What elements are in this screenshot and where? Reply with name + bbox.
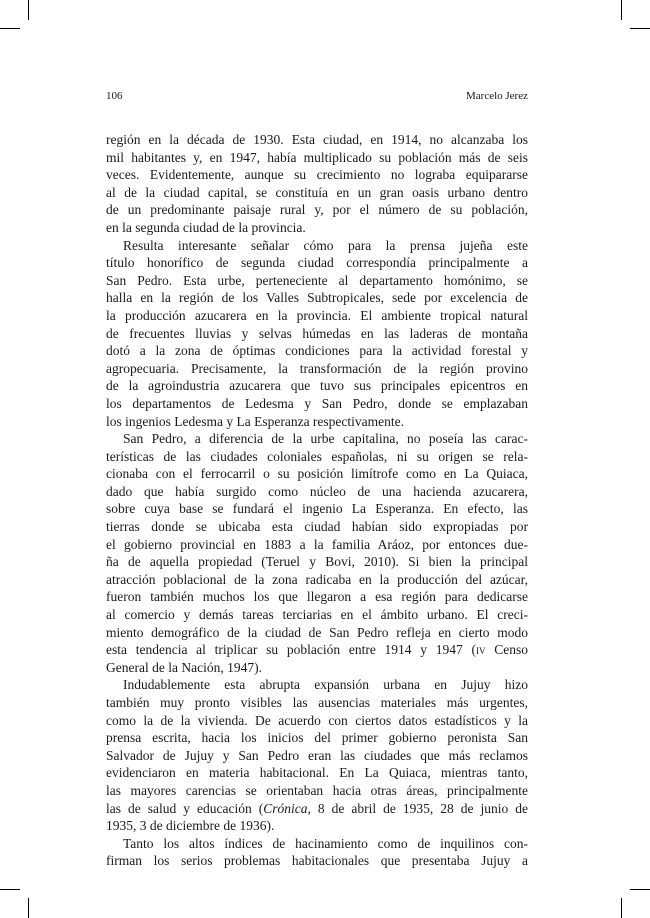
text-line: ña de aquella propiedad (Teruel y Bovi, 2010). Si bien la principal — [106, 554, 528, 570]
text-line: agropecuaria. Precisamente, la transformación de la región provino — [106, 360, 528, 376]
text-line: tierras donde se ubicaba esta ciudad habían sido expropiadas por — [106, 519, 528, 535]
text-line: de frecuentes lluvias y selvas húmedas en las laderas de montaña — [106, 325, 528, 341]
text-line: al comercio y demás tareas terciarias en el ámbito urbano. El creci- — [106, 607, 528, 623]
crop-mark-bottom-right-v — [621, 898, 622, 918]
text-line: firman los serios problemas habitacionales que presentaba Jujuy a — [106, 853, 528, 869]
text-line: al de la ciudad capital, se constituía en un gran oasis urbano dentro — [106, 184, 528, 200]
text-line: terísticas de las ciudades coloniales españolas, ni su origen se rela- — [106, 448, 528, 464]
text-line: el gobierno provincial en 1883 a la familia Aráoz, por entonces due- — [106, 536, 528, 552]
text-line: región en la década de 1930. Esta ciudad, en 1914, no alcanzaba los — [106, 132, 528, 147]
text-line: halla en la región de los Valles Subtropicales, sede por excelencia de — [106, 290, 528, 306]
paragraph — [106, 131, 528, 237]
text-line: prensa escrita, hacia los inicios del primer gobierno peronista San — [106, 730, 528, 746]
text-line: Resulta interesante señalar cómo para la prensa jujeña este — [123, 237, 528, 253]
text-line: San Pedro, a diferencia de la urbe capitalina, no poseía las carac- — [123, 431, 528, 447]
text-line: dotó a la zona de óptimas condiciones para la actividad forestal y — [106, 343, 528, 359]
text-line: mil habitantes y, en 1947, había multiplicado su población más de seis — [106, 149, 528, 165]
text-line: sobre cuya base se fundará el ingenio La Esperanza. En efecto, las — [106, 501, 528, 517]
text-line: veces. Evidentemente, aunque su crecimiento no lograba equipararse — [106, 167, 528, 183]
text-line: los ingenios Ledesma y La Esperanza respectivamente. — [106, 413, 405, 429]
text-line: de la agroindustria azucarera que tuvo sus principales epicentros en — [106, 378, 528, 394]
running-author: Marcelo Jerez — [466, 90, 528, 102]
paragraph — [106, 237, 528, 431]
text-line: en la segunda ciudad de la provincia. — [106, 219, 306, 235]
text-line: título honorífico de segunda ciudad correspondía principalmente a — [106, 255, 528, 271]
text-line: la producción azucarera en la provincia. El ambiente tropical natural — [106, 307, 528, 323]
text-line: los departamentos de Ledesma y San Pedro, donde se emplazaban — [106, 395, 528, 411]
crop-mark-top-left-v — [28, 0, 29, 20]
text-line: también muy pronto visibles las ausencias materiales más urgentes, — [106, 695, 528, 710]
text-line: dado que había surgido como núcleo de una hacienda azucarera, — [106, 483, 528, 499]
paragraph — [106, 676, 528, 834]
text-line: San Pedro. Esta urbe, perteneciente al departamento homónimo, se — [106, 272, 528, 288]
body-text — [106, 131, 528, 870]
crop-mark-top-right-v — [621, 0, 622, 20]
text-line: cionaba con el ferrocarril o su posición limítrofe como en La Quiaca, — [106, 466, 528, 482]
text-line: como la de la vivienda. De acuerdo con ciertos datos estadísticos y la — [106, 712, 528, 728]
crop-mark-bottom-left-v — [28, 898, 29, 918]
text-line: Indudablemente esta abrupta expansión urbana en Jujuy hizo — [123, 677, 528, 693]
paragraph — [106, 430, 528, 676]
text-line: Tanto los altos índices de hacinamiento como de inquilinos con- — [123, 835, 528, 851]
text-line: 1935, 3 de diciembre de 1936). — [106, 818, 275, 834]
text-line: fueron también muchos los que llegaron a esa región para dedicarse — [106, 589, 528, 605]
paragraph — [106, 835, 528, 870]
text-line: esta tendencia al triplicar su población entre 1914 y 1947 (iv Censo — [106, 642, 529, 658]
text-line: atracción poblacional de la zona radicaba en la producción del azúcar, — [106, 571, 528, 587]
crop-mark-bottom-left-h — [0, 889, 20, 890]
text-line: las mayores carencias se orientaban hacia otras áreas, principalmente — [106, 782, 528, 798]
crop-mark-bottom-right-h — [630, 889, 650, 890]
text-line: Salvador de Jujuy y San Pedro eran las ciudades que más reclamos — [106, 747, 528, 763]
text-line: miento demográfico de la ciudad de San Pedro refleja en cierto modo — [106, 624, 528, 640]
crop-mark-top-left-h — [0, 28, 20, 29]
text-line: General de la Nación, 1947). — [106, 659, 262, 675]
page-number: 106 — [106, 90, 123, 102]
text-line: evidenciaron en materia habitacional. En La Quiaca, mientras tanto, — [106, 765, 528, 781]
crop-mark-top-right-h — [630, 28, 650, 29]
running-header — [106, 90, 528, 102]
text-line: de un predominante paisaje rural y, por el número de su población, — [106, 202, 528, 218]
text-line: las de salud y educación (Crónica, 8 de abril de 1935, 28 de junio de — [106, 800, 528, 816]
